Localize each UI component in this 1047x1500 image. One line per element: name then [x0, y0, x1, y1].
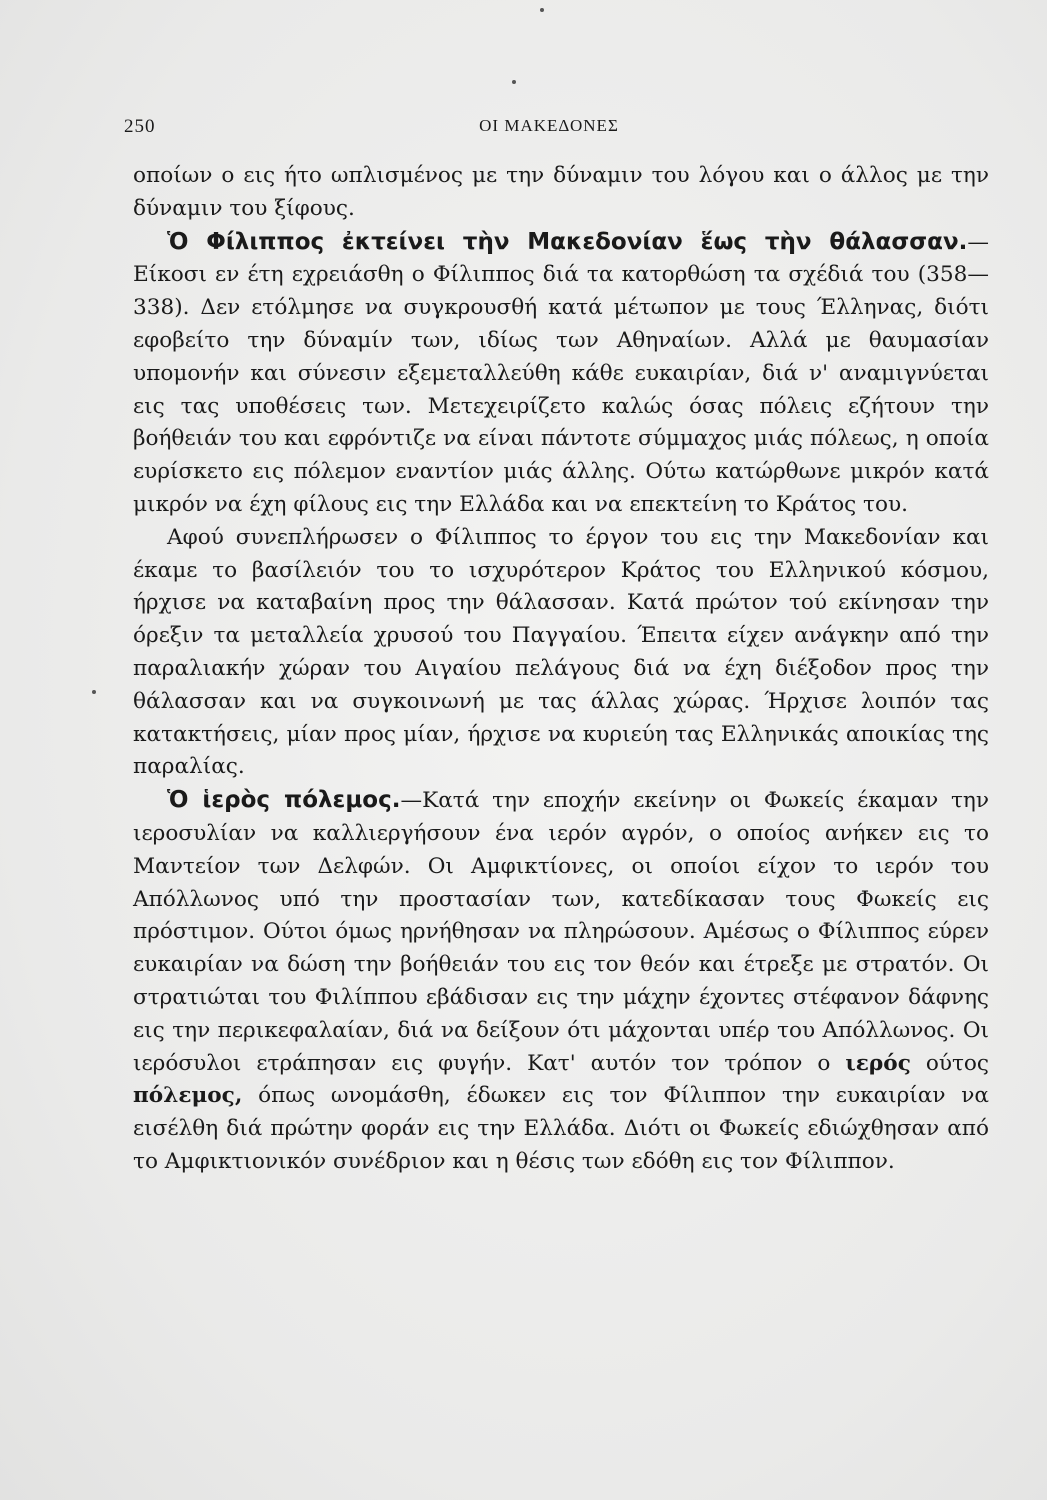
- print-speck: [540, 8, 544, 12]
- sacred-war-bold-2: πόλεμος,: [133, 1083, 243, 1109]
- print-speck: [512, 80, 516, 84]
- body-text: [133, 160, 989, 1179]
- section-heading-sacred-war: Ὁ ἱερὸς πόλεμος.: [167, 787, 401, 814]
- paragraph-3: Αφού συνεπλήρωσεν ο Φίλιππος το έργον του εις την Μακεδονίαν και έκαμε το βασίλειόν του το ισχυρότερον Κράτος του Ελληνικού κόσμου, ήρχισε να καταβαίνη προς την θάλασσαν. Κατά πρώτον τού εκίνησαν την όρεξιν τα μεταλλεία χρυσού του Παγγαίου. Έπειτα είχεν ανάγκην από την παραλιακήν χώραν του Αιγαίου πελάγους διά να έχη διέξοδον προς την θάλασσαν και να συγκοινωνή με τας άλλας χώρας. Ήρχισε λοιπόν τας κατακτήσεις, μίαν προς μίαν, ήρχισε να κυριεύη τας Ελληνικάς αποικίας της παραλίας.: [133, 524, 989, 780]
- section-heading-macedonia: Ὁ Φίλιππος ἐκτείνει τὴν Μακεδονίαν ἕως τὴν θάλασσαν.: [167, 228, 968, 255]
- sacred-war-bold-1: ιερός: [845, 1050, 911, 1076]
- paragraph-4: [133, 784, 989, 1179]
- paragraph-2-text: —Είκοσι εν έτη εχρειάσθη ο Φίλιππος διά τα κατορθώση τα σχέδιά του (358—338). Δεν ετόλμησε να συγκρουσθή κατά μέτωπον με τους Έλληνας, διότι εφοβείτο την δύναμίν των, ιδίως των Αθηναίων. Αλλά με θαυμασίαν υπομονήν και σύνεσιν εξεμεταλλεύθη κάθε ευκαιρίαν, διά ν' αναμιγνύεται εις τας υποθέσεις των. Μετεχειρίζετο καλώς όσας πόλεις εζήτουν την βοήθειάν του και εφρόντιζε να είναι πάντοτε σύμμαχος μιάς πόλεως, η οποία ευρίσκετο εις πόλεμον εναντίον μιάς άλλης. Ούτω κατώρθωνε μικρόν κατά μικρόν να έχη φίλους εις την Ελλάδα και να επεκτείνη το Κράτος του.: [133, 229, 989, 517]
- page-number: 250: [124, 116, 156, 137]
- paragraph-4-text-2: ούτος: [925, 1050, 990, 1076]
- running-title: ΟΙ ΜΑΚΕΔΟΝΕΣ: [479, 116, 619, 135]
- paragraph-1: οποίων ο εις ήτο ωπλισμένος με την δύναμιν του λόγου και ο άλλος με την δύναμιν του ξίφους.: [133, 163, 989, 221]
- paragraph-4-text-3: όπως ωνομάσθη, έδωκεν εις τον Φίλιππον την ευκαιρίαν να εισέλθη διά πρώτην φοράν εις την Ελλάδα. Διότι οι Φωκείς εδιώχθησαν από το Αμφικτιονικόν συνέδριον και η θέσις των εδόθη εις τον Φίλιππον.: [133, 1083, 989, 1174]
- print-speck: [92, 690, 96, 694]
- running-head: [124, 116, 974, 140]
- paragraph-4-text-1: —Κατά την εποχήν εκείνην οι Φωκείς έκαμαν την ιεροσυλίαν να καλλιεργήσουν ένα ιερόν αγρόν, ο οποίος ανήκεν εις το Μαντείον των Δελφών. Οι Αμφικτίονες, οι οποίοι είχον το ιερόν του Απόλλωνος υπό την προστασίαν των, κατεδίκασαν τους Φωκείς εις πρόστιμον. Ούτοι όμως ηρνήθησαν να πληρώσουν. Αμέσως ο Φίλιππος εύρεν ευκαιρίαν να δώση την βοήθειάν του εις τον θεόν και έτρεξε με στρατόν. Οι στρατιώται του Φιλίππου εβάδισαν εις την μάχην έχοντες στέφανον δάφνης εις την περικεφαλαίαν, διά να δείξουν ότι μάχονται υπέρ του Απόλλωνος. Οι ιερόσυλοι ετράπησαν εις φυγήν. Κατ' αυτόν τον τρόπον ο: [133, 788, 989, 1076]
- paragraph-2: [133, 226, 989, 522]
